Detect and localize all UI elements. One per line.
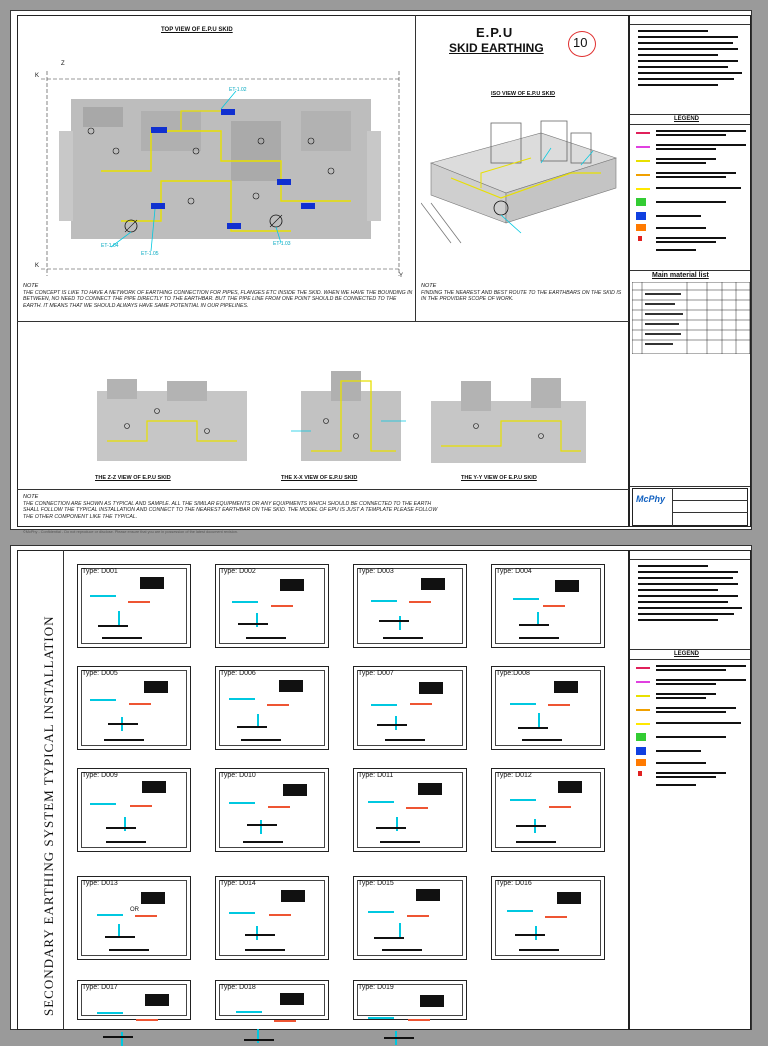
detail-mark <box>256 926 258 940</box>
legend-swatch-8 <box>636 224 646 231</box>
detail-mark <box>97 1012 123 1014</box>
detail-mark <box>245 934 275 936</box>
detail-mark <box>538 713 540 727</box>
detail-mark <box>104 739 144 741</box>
detail-mark <box>142 781 166 793</box>
detail-mark <box>519 624 549 626</box>
detail-mark <box>241 739 281 741</box>
typical-tile <box>215 876 329 960</box>
detail-mark <box>90 803 116 805</box>
legend-panel <box>629 15 751 527</box>
company-logo: McPhy <box>636 494 666 504</box>
note-left: THE CONCEPT IS LIKE TO HAVE A NETWORK OF EARTHING CONNECTION FOR PIPES, FLANGES ETC INSIDE THE SKID. WHEN WE HAVE THE BOUNDING IN BETWEEN, NO NEED TO CONNECT THE PIPE DIRECTLY TO THE EARTHBAR. BUT THE PIPE LINE FROM ONE POINT SHOULD BE CONNECTED TO THE EARTH. IT MEANS THAT WE SHOULD ALWAYS HAVE SAME POTENTIAL IN OUR PIPELINES. <box>23 290 413 309</box>
detail-mark <box>516 825 546 827</box>
detail-mark <box>247 824 277 826</box>
tile-label: Type: D003 <box>358 568 394 575</box>
detail-mark <box>510 703 536 705</box>
legend-title: LEGEND <box>674 116 700 122</box>
detail-mark <box>399 923 401 937</box>
detail-mark <box>376 827 406 829</box>
iso-view-title: ISO VIEW OF E.P.U SKID <box>491 91 556 97</box>
xx-view-drawing <box>281 361 411 471</box>
detail-mark <box>384 1037 414 1039</box>
legend-swatch-7 <box>636 212 646 220</box>
detail-mark <box>558 781 582 793</box>
detail-mark <box>507 910 533 912</box>
yy-view-drawing <box>421 366 596 471</box>
tile-label: Type: D007 <box>358 670 394 677</box>
legend-panel-2 <box>629 550 751 1030</box>
detail-mark <box>283 784 307 796</box>
detail-mark <box>135 915 157 917</box>
typical-tile <box>491 768 605 852</box>
detail-mark <box>549 806 571 808</box>
detail-mark <box>118 611 120 625</box>
detail-mark <box>229 802 255 804</box>
grid-label-z: Z <box>61 61 65 67</box>
tile-label: Type: D016 <box>496 880 532 887</box>
detail-mark <box>140 577 164 589</box>
detail-mark <box>368 911 394 913</box>
detail-mark <box>395 716 397 730</box>
detail-mark <box>513 598 539 600</box>
detail-mark <box>377 724 407 726</box>
tile-label: Type: D015 <box>358 880 394 887</box>
tile-frame <box>495 880 601 956</box>
note-label-left: NOTE <box>23 283 39 289</box>
typical-tile <box>491 666 605 750</box>
detail-mark <box>379 620 409 622</box>
detail-mark <box>145 994 169 1006</box>
tile-label: Type: D009 <box>82 772 118 779</box>
detail-mark <box>510 799 536 801</box>
or-label: OR <box>130 907 139 913</box>
header-title-skid-earthing: SKID EARTHING <box>449 41 544 55</box>
zz-view-title: THE Z-Z VIEW OF E.P.U SKID <box>95 475 171 481</box>
tile-frame <box>495 670 601 746</box>
detail-mark <box>396 817 398 831</box>
detail-mark <box>518 727 548 729</box>
tile-frame <box>219 670 325 746</box>
tag-et-1-02: ET-1.02 <box>229 87 247 93</box>
detail-mark <box>246 637 286 639</box>
typical-tile <box>353 768 467 852</box>
detail-mark <box>416 889 440 901</box>
detail-mark <box>408 1019 430 1021</box>
detail-mark <box>554 681 578 693</box>
tile-label: Type: D011 <box>358 772 394 779</box>
detail-mark <box>121 1032 123 1046</box>
header-title-epu: E.P.U <box>476 25 514 40</box>
title-block <box>632 488 748 526</box>
tile-label: Type: D004 <box>496 568 532 575</box>
detail-mark <box>535 926 537 940</box>
tag-et-1-05: ET-1.05 <box>141 251 159 257</box>
tile-frame <box>219 880 325 956</box>
detail-mark <box>102 637 142 639</box>
note-label-bottom: NOTE <box>23 494 39 500</box>
detail-mark <box>421 578 445 590</box>
detail-mark <box>274 1020 296 1022</box>
legend-swatch-5 <box>636 188 650 190</box>
typical-tile <box>77 666 191 750</box>
iso-view-drawing <box>421 103 626 263</box>
detail-mark <box>105 936 135 938</box>
tile-frame <box>357 568 463 644</box>
detail-mark <box>106 841 146 843</box>
detail-mark <box>106 827 136 829</box>
detail-mark <box>557 892 581 904</box>
sheet-number: 10 <box>573 35 588 50</box>
typical-tile <box>353 564 467 648</box>
tile-frame <box>357 772 463 848</box>
detail-mark <box>406 807 428 809</box>
detail-mark <box>144 681 168 693</box>
tile-label: Type: D012 <box>496 772 532 779</box>
legend-swatch-3 <box>636 160 650 162</box>
detail-mark <box>280 993 304 1005</box>
detail-mark <box>229 698 255 700</box>
typical-tile <box>77 564 191 648</box>
typical-tile <box>215 768 329 852</box>
detail-mark <box>268 806 290 808</box>
drawing-sheet-skid-earthing <box>10 10 752 534</box>
yy-view-title: THE Y-Y VIEW OF E.P.U SKID <box>461 475 537 481</box>
detail-mark <box>141 892 165 904</box>
detail-mark <box>128 601 150 603</box>
legend-swatch-9 <box>638 236 642 241</box>
tag-et-1-03: ET-1.03 <box>273 241 291 247</box>
legend-swatch-6 <box>636 198 646 206</box>
tile-label: Type: D013 <box>82 880 118 887</box>
detail-mark <box>515 934 545 936</box>
detail-mark <box>260 820 262 834</box>
tile-label: Type: D010 <box>220 772 256 779</box>
detail-mark <box>130 805 152 807</box>
detail-mark <box>368 801 394 803</box>
drawing-sheet-typical-installation <box>10 545 752 1030</box>
material-list-table <box>632 282 750 354</box>
detail-mark <box>232 601 258 603</box>
typical-tile <box>215 564 329 648</box>
detail-mark <box>103 1036 133 1038</box>
detail-mark <box>522 739 562 741</box>
detail-mark <box>519 949 559 951</box>
detail-mark <box>374 937 404 939</box>
detail-mark <box>109 949 149 951</box>
legend-swatch-4 <box>636 174 650 176</box>
detail-mark <box>257 1029 259 1043</box>
tile-label: Type: D005 <box>82 670 118 677</box>
detail-mark <box>97 914 123 916</box>
detail-mark <box>419 682 443 694</box>
detail-mark <box>237 726 267 728</box>
detail-mark <box>543 605 565 607</box>
tile-frame <box>357 880 463 956</box>
detail-mark <box>90 699 116 701</box>
tile-label: Type: D002 <box>220 568 256 575</box>
tile-label: Type: D006 <box>220 670 256 677</box>
detail-mark <box>229 912 255 914</box>
legend-title-2: LEGEND <box>674 651 700 657</box>
material-list-title: Main material list <box>652 272 709 279</box>
detail-mark <box>555 580 579 592</box>
tile-label: Type: D018 <box>220 984 256 991</box>
detail-mark <box>279 680 303 692</box>
top-view-title: TOP VIEW OF E.P.U SKID <box>161 27 233 33</box>
zz-view-drawing <box>87 371 257 471</box>
detail-mark <box>281 890 305 902</box>
detail-mark <box>236 1011 262 1013</box>
typical-tile <box>491 564 605 648</box>
detail-mark <box>256 613 258 627</box>
detail-mark <box>382 949 422 951</box>
tile-frame <box>81 880 187 956</box>
typical-tile <box>215 980 329 1020</box>
grid-label-y: Y <box>399 273 404 279</box>
tile-frame <box>81 772 187 848</box>
detail-mark <box>136 1019 158 1021</box>
legend-swatch-2 <box>636 146 650 148</box>
typical-tile <box>77 980 191 1020</box>
tile-label: Type: D014 <box>220 880 256 887</box>
note-bottom: THE CONNECTION ARE SHOWN AS TYPICAL AND SAMPLE. ALL THE SIMILAR EQUIPMENTS OR ANY EQUIPMENTS WHICH SHOULD BE CONNECTED TO THE EARTH SHALL FOLLOW THE TYPICAL INSTALLATION AND CONNECT TO THE NEAREST EARTHBAR ON THE SKID. THE MODEL OF EPU IS JUST A TEMPLATE PLEASE FOLLOW THE OTHER COMPONENT LIKE THE TYPICAL. <box>23 501 438 520</box>
tile-label: Type:D008 <box>496 670 530 677</box>
typical-tile <box>353 876 467 960</box>
tile-label: Type: D019 <box>358 984 394 991</box>
detail-mark <box>98 625 128 627</box>
typical-tile <box>353 980 467 1020</box>
tile-label: Type: D017 <box>82 984 118 991</box>
confidential-notice: ©McPhy - Confidential - Do not reproduce or disclose. Please ensure that you are in possession of the latest document revision. <box>23 530 238 534</box>
detail-mark <box>519 637 559 639</box>
note-right: FINDING THE NEAREST AND BEST ROUTE TO THE EARTHBARS ON THE SKID IS IN THE PROVIDER SCOPE OF WORK. <box>421 290 622 303</box>
tile-frame <box>495 772 601 848</box>
typical-tile <box>215 666 329 750</box>
tile-frame <box>81 568 187 644</box>
detail-mark <box>516 841 556 843</box>
typical-tile <box>77 768 191 852</box>
tile-frame <box>81 670 187 746</box>
typical-tile <box>491 876 605 960</box>
detail-mark <box>371 704 397 706</box>
detail-mark <box>545 916 567 918</box>
detail-mark <box>238 623 268 625</box>
xx-view-title: THE X-X VIEW OF E.P.U SKID <box>281 475 358 481</box>
typical-tile <box>353 666 467 750</box>
detail-mark <box>410 703 432 705</box>
detail-mark <box>420 995 444 1007</box>
detail-mark <box>129 703 151 705</box>
detail-mark <box>271 605 293 607</box>
detail-mark <box>371 600 397 602</box>
detail-mark <box>90 595 116 597</box>
tag-et-1-04: ET-1.04 <box>101 243 119 249</box>
detail-mark <box>409 601 431 603</box>
detail-mark <box>368 1017 394 1019</box>
detail-mark <box>383 637 423 639</box>
detail-mark <box>124 817 126 831</box>
detail-mark <box>245 949 285 951</box>
detail-mark <box>244 1039 274 1041</box>
note-label-right: NOTE <box>421 283 437 289</box>
tile-frame <box>357 670 463 746</box>
detail-mark <box>280 579 304 591</box>
detail-mark <box>407 915 429 917</box>
legend-swatch-1 <box>636 132 650 134</box>
top-view-drawing <box>31 51 411 281</box>
detail-mark <box>418 783 442 795</box>
detail-mark <box>399 616 401 630</box>
detail-mark <box>380 841 420 843</box>
detail-mark <box>267 704 289 706</box>
detail-mark <box>269 914 291 916</box>
tile-frame <box>219 772 325 848</box>
typical-tile <box>77 876 191 960</box>
detail-mark <box>548 704 570 706</box>
tile-label: Type: D001 <box>82 568 118 575</box>
detail-mark <box>243 841 283 843</box>
detail-mark <box>385 739 425 741</box>
detail-mark <box>108 723 138 725</box>
vertical-title: SECONDARY EARTHING SYSTEM TYPICAL INSTALLATION <box>41 615 56 1016</box>
grid-label-k-bottom: K <box>35 263 40 269</box>
grid-label-k-top: K <box>35 73 40 79</box>
